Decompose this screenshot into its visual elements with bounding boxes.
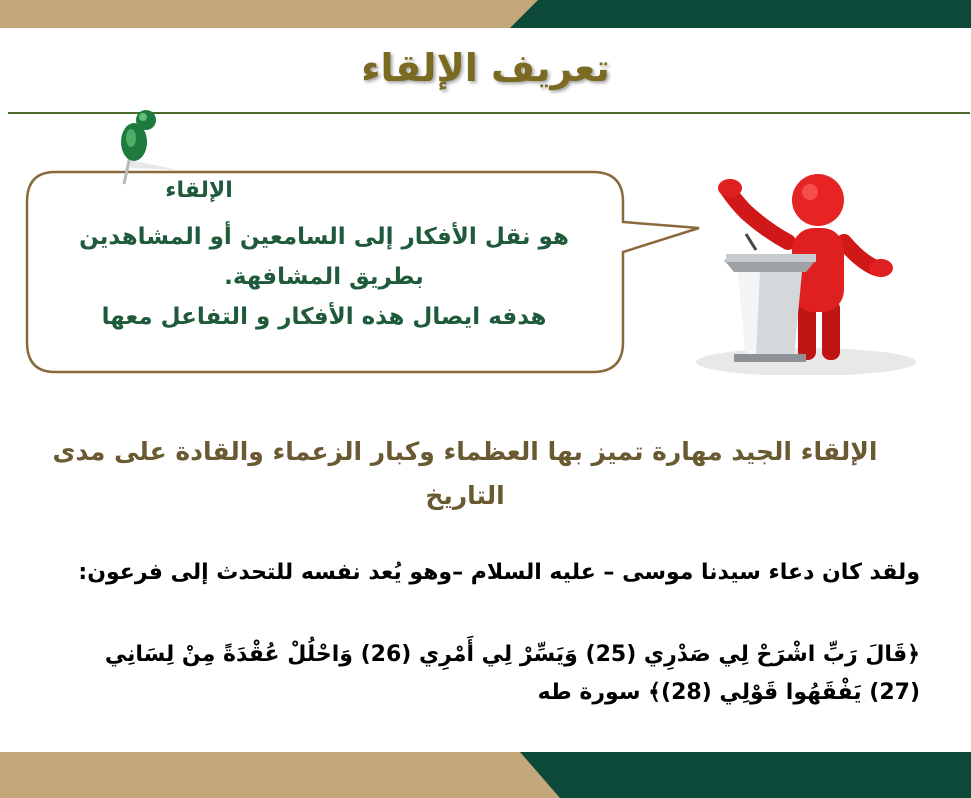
bottom-band-green <box>520 752 971 798</box>
top-band-tan <box>0 0 560 28</box>
bottom-decorative-band <box>0 752 971 798</box>
speaker-at-podium-icon <box>676 150 916 375</box>
top-decorative-band <box>0 0 971 28</box>
definition-line-1: هو نقل الأفكار إلى السامعين أو المشاهدين <box>79 224 569 250</box>
definition-line-2: بطريق المشافهة. <box>224 264 424 290</box>
moses-intro: ولقد كان دعاء سيدنا موسى – عليه السلام –وهو يُعد نفسه للتحدث إلى فرعون: <box>78 560 920 585</box>
quran-verse: ﴿قَالَ رَبِّ اشْرَحْ لِي صَدْرِي (25) وَيَسِّرْ لِي أَمْرِي (26) وَاحْلُلْ عُقْدَةً مِنْ لِسَانِي (27) يَفْقَهُوا قَوْلِي (28)﴾ سورة طه <box>104 642 920 705</box>
definition-line-3: هدفه ايصال هذه الأفكار و التفاعل معها <box>101 304 547 330</box>
bottom-band-tan <box>0 752 560 798</box>
definition-heading: الإلقاء <box>165 178 233 203</box>
top-band-green <box>510 0 971 28</box>
skill-statement: الإلقاء الجيد مهارة تميز بها العظماء وكبار الزعماء والقادة على مدى التاريخ <box>52 437 878 510</box>
definition-box <box>28 178 620 337</box>
page-title: تعريف الإلقاء <box>361 46 610 90</box>
